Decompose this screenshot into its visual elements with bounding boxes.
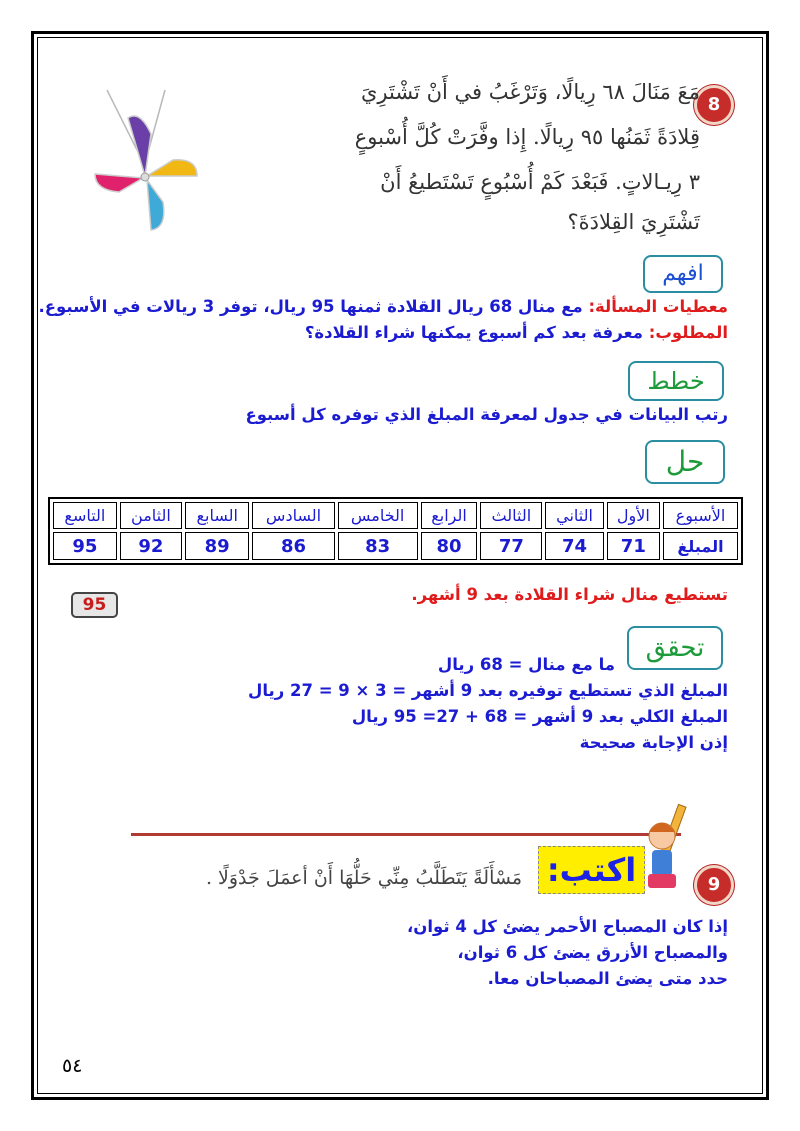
table-header-cell: الثامن: [120, 502, 182, 529]
givens-label: معطيات المسألة:: [588, 297, 728, 316]
table-header-cell: السادس: [252, 502, 334, 529]
table-header-row: [53, 502, 738, 529]
check-line-1: ما مع منال = 68 ريال: [437, 655, 615, 674]
table-cell: 80: [421, 532, 478, 560]
section-divider: [131, 833, 681, 836]
check-line-2: المبلغ الذي تستطيع توفيره بعد 9 أشهر = 3 × 9 = 27 ريال: [248, 681, 728, 700]
page-number: ٥٤: [62, 1055, 83, 1077]
plan-tag: خطط: [628, 361, 724, 401]
plan-text: رتب البيانات في جدول لمعرفة المبلغ الذي توفره كل أسبوع: [245, 405, 728, 424]
required-line: [305, 323, 728, 342]
problem-8-line-4: تَشْتَرِيَ القِلادَةَ؟: [567, 210, 700, 234]
problem-8-line-2: قِلادَةً ثَمَنُها ٩٥ رِيالًا. إِذا وفَّرَتْ كُلَّ أُسْبوعٍ: [354, 125, 700, 149]
problem-9-line-1: إذا كان المصباح الأحمر يضئ كل 4 ثوان،: [407, 917, 728, 936]
table-header-cell: الأسبوع: [663, 502, 738, 529]
problem-8-line-1: مَعَ مَنَالَ ٦٨ رِيالًا، وَتَرْغَبُ في أَنْ تَشْتَرِيَ: [360, 80, 700, 104]
table-header-cell: الخامس: [338, 502, 418, 529]
givens-line: [38, 297, 728, 316]
table-cell: 95: [53, 532, 117, 560]
required-label: المطلوب:: [648, 323, 728, 342]
student-with-pencil-illustration: [640, 800, 690, 895]
check-line-3: المبلغ الكلي بعد 9 أشهر = 68 + 27= 95 ريال: [351, 707, 728, 726]
savings-table: [48, 497, 743, 565]
table-header-cell: الأول: [607, 502, 660, 529]
table-cell: 86: [252, 532, 334, 560]
givens-text: مع منال 68 ريال القلادة ثمنها 95 ريال، توفر 3 ريالات في الأسبوع.: [38, 297, 589, 316]
problem-9-line-2: والمصباح الأزرق يضئ كل 6 ثوان،: [457, 943, 728, 962]
check-line-4: إذن الإجابة صحيحة: [579, 733, 728, 752]
answer-box: 95: [71, 592, 118, 618]
check-tag: تحقق: [627, 626, 723, 670]
problem-number-badge: 9: [694, 865, 734, 905]
table-cell: 71: [607, 532, 660, 560]
table-header-cell: السابع: [185, 502, 249, 529]
problem-9-prompt: مَسْأَلَةً يَتَطَلَّبُ مِنِّي حَلُّهَا أَنْ أعمَلَ جَدْوَلًا .: [205, 867, 522, 889]
table-row: [53, 532, 738, 560]
write-tag: اكتب:: [538, 846, 645, 894]
table-cell: 74: [545, 532, 603, 560]
understand-tag: افهم: [643, 255, 723, 293]
table-cell: 92: [120, 532, 182, 560]
table-header-cell: الثاني: [545, 502, 603, 529]
table-cell: 89: [185, 532, 249, 560]
table-header-cell: التاسع: [53, 502, 117, 529]
problem-number-badge: 8: [694, 85, 734, 125]
problem-8-line-3: ٣ رِيـالاتٍ. فَبَعْدَ كَمْ أُسْبُوعٍ تَسْتَطيعُ أَنْ: [380, 170, 700, 194]
problem-9-line-3: حدد متى يضئ المصباحان معا.: [487, 969, 728, 988]
solve-tag: حل: [645, 440, 725, 484]
table-cell: المبلغ: [663, 532, 738, 560]
solution-conclusion: تستطيع منال شراء القلادة بعد 9 أشهر.: [411, 585, 728, 604]
table-cell: 77: [480, 532, 542, 560]
required-text: معرفة بعد كم أسبوع يمكنها شراء القلادة؟: [304, 323, 649, 342]
necklace-illustration: [85, 88, 205, 238]
table-header-cell: الثالث: [480, 502, 542, 529]
table-cell: 83: [338, 532, 418, 560]
table-header-cell: الرابع: [421, 502, 478, 529]
